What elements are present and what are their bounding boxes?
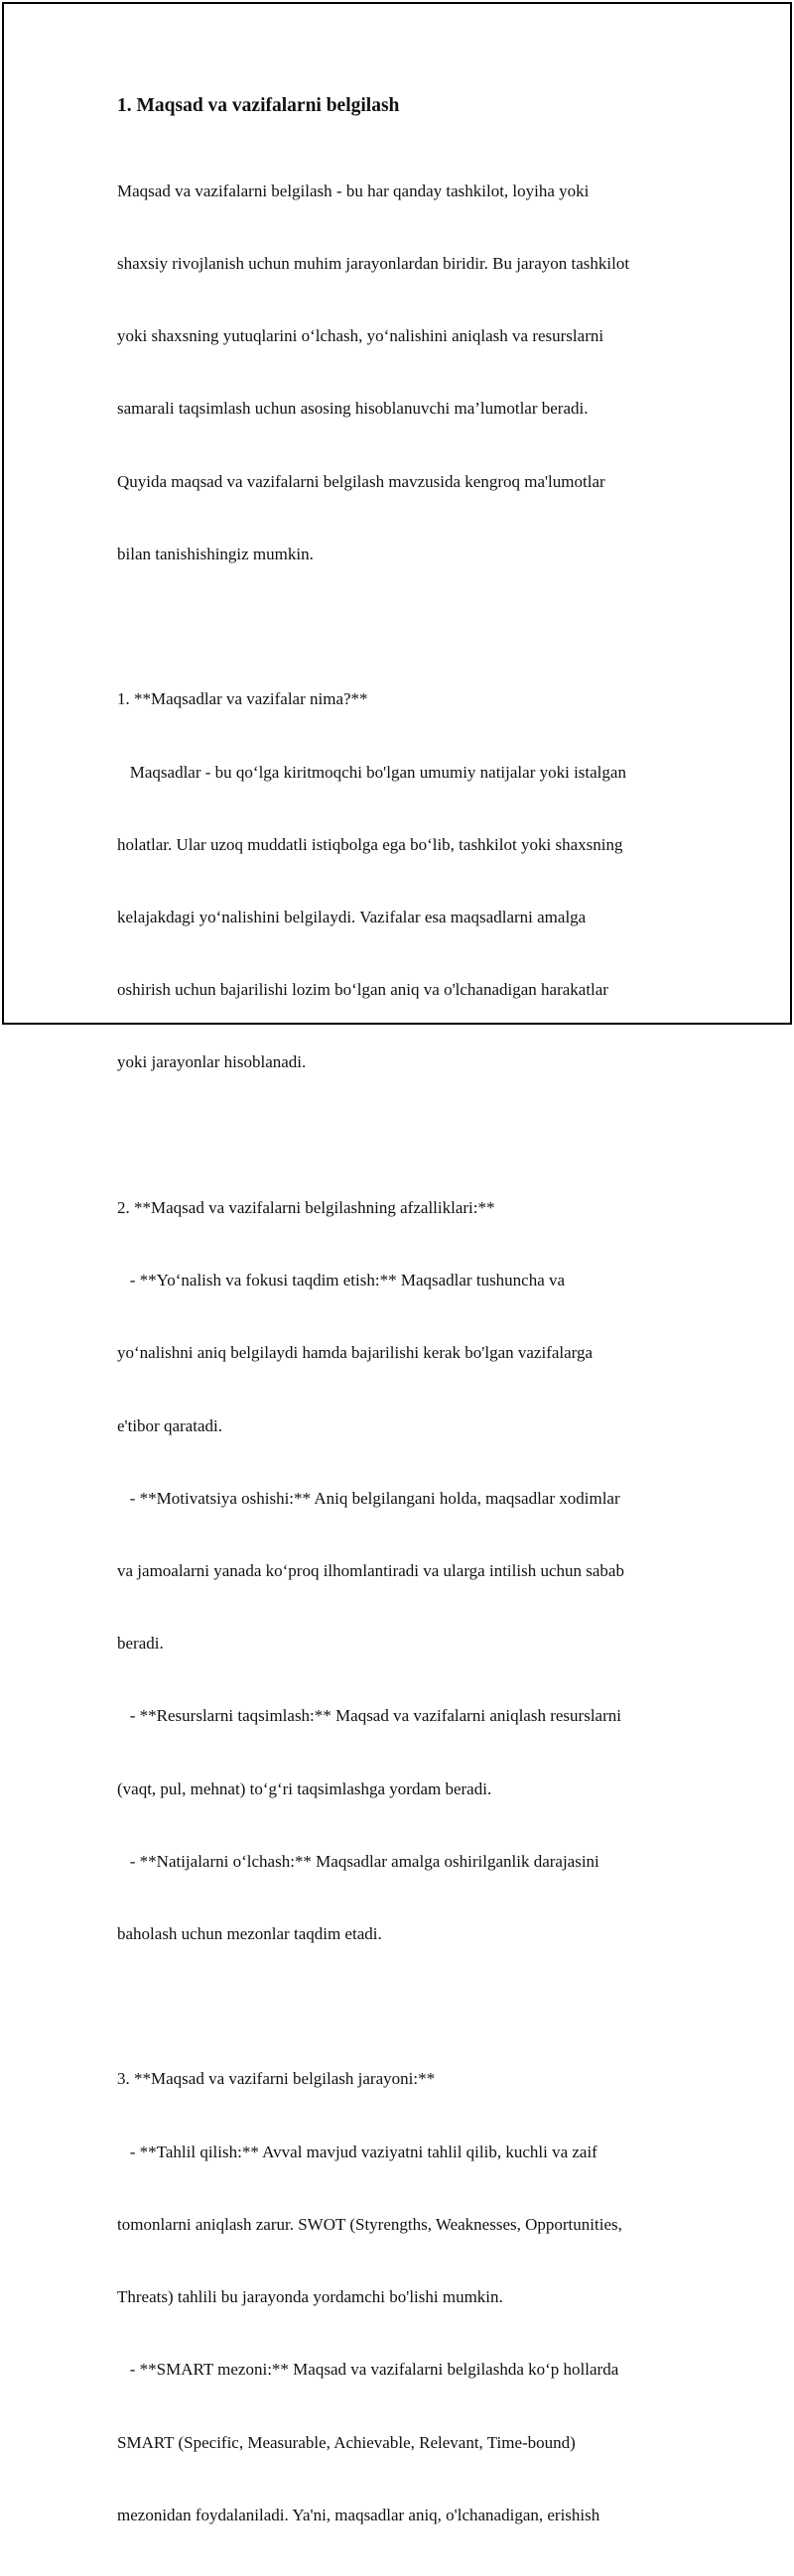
document-title: 1. Maqsad va vazifalarni belgilash [117,95,400,116]
intro-paragraph [117,131,683,615]
text-line: mezonidan foydalaniladi. Ya'ni, maqsadlar aniq, o'lchanadigan, erishish [117,2505,600,2524]
section-1 [117,640,683,1124]
text-line: yoki shaxsning yutuqlarini o‘lchash, yo‘nalishini aniqlash va resurslarni [117,326,604,346]
section-heading: 2. **Maqsad va vazifalarni belgilashning afzalliklari:** [117,1197,495,1217]
text-line: holatlar. Ular uzoq muddatli istiqbolga ega bo‘lib, tashkilot yoki shaxsning [117,834,623,854]
text-line: Maqsadlar - bu qo‘lga kiritmoqchi bo'lgan umumiy natijalar yoki istalgan [117,762,626,782]
text-line: bilan tanishishingiz mumkin. [117,544,314,563]
text-line: shaxsiy rivojlanish uchun muhim jarayonlardan biridir. Bu jarayon tashkilot [117,254,630,274]
text-line: - **Natijalarni o‘lchash:** Maqsadlar amalga oshirilganlik darajasini [117,1851,599,1871]
text-line: Threats) tahlili bu jarayonda yordamchi bo'lishi mumkin. [117,2287,503,2307]
text-line: - **Resurslarni taqsimlash:** Maqsad va vazifalarni aniqlash resurslarni [117,1706,621,1726]
section-3 [117,2020,683,2576]
text-line: - **Yo‘nalish va fokusi taqdim etish:** Maqsadlar tushuncha va [117,1271,566,1290]
document-body [117,93,683,2576]
text-line: kelajakdagi yo‘nalishini belgilaydi. Vazifalar esa maqsadlarni amalga [117,907,587,926]
text-line: - **Tahlil qilish:** Avval mavjud vaziyatni tahlil qilib, kuchli va zaif [117,2142,597,2161]
section-2 [117,1148,683,1995]
text-line: Maqsad va vazifalarni belgilash - bu har qanday tashkilot, loyiha yoki [117,181,590,200]
text-line: va jamoalarni yanada ko‘proq ilhomlantiradi va ularga intilish uchun sabab [117,1560,624,1580]
section-heading: 1. **Maqsadlar va vazifalar nima?** [117,689,368,709]
paragraph-gap [117,1124,683,1148]
paragraph-gap [117,1995,683,2019]
text-line: yo‘nalishni aniq belgilaydi hamda bajarilishi kerak bo'lgan vazifalarga [117,1343,594,1363]
text-line: e'tibor qaratadi. [117,1415,222,1435]
text-line: - **SMART mezoni:** Maqsad va vazifalarni belgilashda ko‘p hollarda [117,2360,619,2380]
paragraph-gap [117,615,683,639]
text-line: SMART (Specific, Measurable, Achievable, Relevant, Time-bound) [117,2432,576,2452]
text-line: samarali taqsimlash uchun asosing hisoblanuvchi ma’lumotlar beradi. [117,399,589,419]
text-line: - **Motivatsiya oshishi:** Aniq belgilangani holda, maqsadlar xodimlar [117,1488,620,1508]
text-line: oshirish uchun bajarilishi lozim bo‘lgan aniq va o'lchanadigan harakatlar [117,980,608,1000]
text-line: beradi. [117,1634,164,1654]
text-line: (vaqt, pul, mehnat) to‘g‘ri taqsimlashga yordam beradi. [117,1779,492,1798]
text-line: tomonlarni aniqlash zarur. SWOT (Styrengths, Weaknesses, Opportunities, [117,2214,622,2234]
section-heading: 3. **Maqsad va vazifarni belgilash jarayoni:** [117,2069,436,2089]
text-line: yoki jarayonlar hisoblanadi. [117,1052,307,1072]
text-line: baholash uchun mezonlar taqdim etadi. [117,1924,382,1944]
text-line: Quyida maqsad va vazifalarni belgilash mavzusida kengroq ma'lumotlar [117,471,605,491]
